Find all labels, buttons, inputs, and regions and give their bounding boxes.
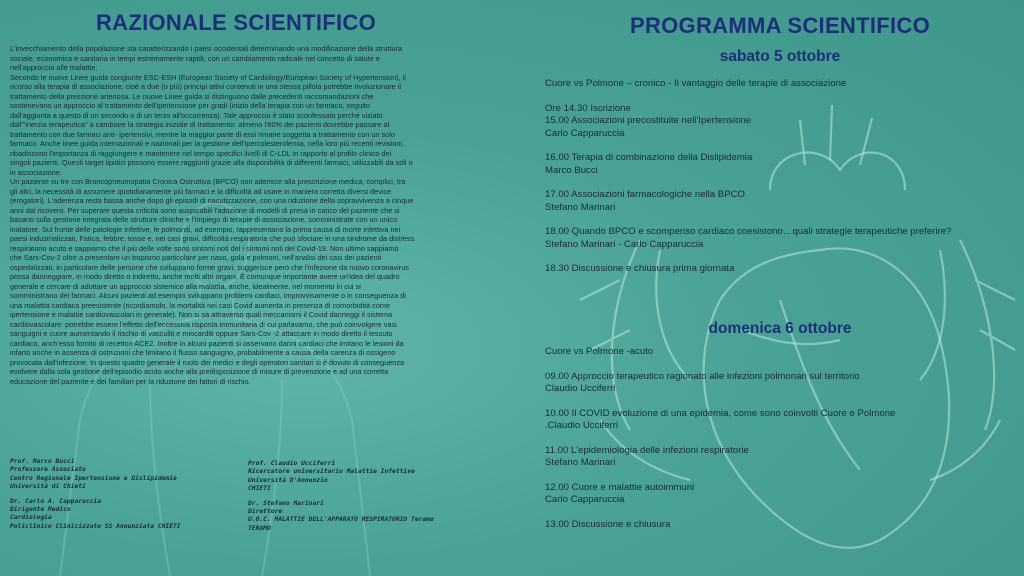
rationale-title: RAZIONALE SCIENTIFICO bbox=[95, 10, 377, 35]
author-marinari: Dr. Stefano Marinari Direttore U.O.C. MALATTIE DELL'APPARATO RESPIRATORIO Teramo TERAMO bbox=[248, 499, 434, 532]
program-item: 18.30 Discussione e chiusura prima giornata bbox=[545, 263, 735, 274]
program-title: PROGRAMMA SCIENTIFICO bbox=[629, 13, 931, 38]
program-item: Ore 14.30 Iscrizione 15.00 Associazioni precostituite nell'Ipertensione Carlo Capparuccia bbox=[545, 102, 752, 139]
program-item: 10.00 Il COVID evoluzione di una epidemia, come sono coinvolti Cuore e Polmone .Claudio Ucciferri bbox=[545, 407, 896, 431]
author-capparuccia: Dr. Carlo A. Capparuccia Dirigente Medico Cardiologia Policlinico Clinicizzato SS Annunziata CHIETI bbox=[10, 497, 181, 530]
program-item: 11.00 L'epidemiologia delle infezioni respiratorie Stefano Marinari bbox=[545, 444, 749, 468]
day2-title: domenica 6 ottobre bbox=[708, 320, 852, 337]
program-item: 12.00 Cuore e malattie autoimmuni Carlo Capparuccia bbox=[545, 481, 695, 505]
day1-title: sabato 5 ottobre bbox=[719, 48, 841, 65]
day1-program bbox=[545, 78, 1015, 276]
day1-theme: Cuore vs Polmone – cronico - Il vantaggio delle terapie di associazione bbox=[545, 78, 847, 89]
authors-column-right bbox=[248, 460, 434, 539]
rationale-text: L'invecchiamento della popolazione sta caratterizzando i paesi occidentali determinando una modificazione della struttura sociale, economica e sanitaria in tempi estremamente rapidi, con un cambiamento radicale nel concetto di salute e nell'approccio alle malattie. Secondo le nuove Linee guida congiunte ESC-ESH (European Society of Cardiology/European Society of Hypertension), il ricorso alla terapia di associazione, cioè a due (o più) principi attivi contenuti in una stessa pillola potrebbe rivoluzionare il trattamento della pressione arteriosa. Le nuove Linee guida si distinguono dalle precedenti raccomandazioni che sostenevano un approccio al trattamento dell'ipertensione per gradi (inizio della terapia con un farmaco, seguito dall'aggiunta a questo di un secondo o di un terzo all'occorrenza). Tale approccio è stato sconfessato perché viziato dall'"inerzia terapeutica" a cambiare la strategia iniziale di trattamento: almeno l'80% dei pazienti dovrebbe passare al trattamento con due farmaci anti- ipertensivi, mentre la maggior parte di essi rimane soggetta a trattamento con un solo farmaco. Anche linee guida internazionali e nazionali per la gestione dell'ipercolesterolemia, nella loro più recenti revisioni, ribadiscono l'importanza di raggiungere e mantenere nel tempo specifici livelli di C-LDL in rapporto al profilo clinico dei singoli pazienti. Questi target lipidici possono essere raggiunti grazie alla disponibilità di differenti farmaci, utilizzabili da soli o in associazione. Un paziente su tre con Broncopneumopatia Cronica Ostruttiva (BPCO) non aderisce alla prescrizione medica, complici, tra gli altri, la necessità di assumere quotidianamente più farmaci e la difficoltà ad usare in maniera corretta diversi device (erogatori). L'aderenza resta bassa anche dopo gli episodi di riacutizzazione, con una riduzione della sopravvivenza a cinque anni dal ricovero. Per superare questa criticità sono auspicabili l'adozione di modelli di presa in carico del paziente che si basano sulla gestione integrata delle strutture cliniche e l'impiego di terapie di associazione, somministrate con un unico inalatore. Sul fronte delle patologie infettive, le polmoniti, ad esempio, rappresentano la prima causa di morte infettiva nei paesi industrializzati, Fatica, febbre, tosse e, nei casi gravi, difficoltà respiratoria che può sfociare in una sindrome da distress respiratorio acuto e sappiamo che il più delle volte sono sintomi noti del i sintomi noti del Covid-19. Non ultimo sappiamo che Sars-Cov-2 oltre a presentare un tropismo particolare per naso, gola e polmoni, nell'analisi dei casi dei pazienti ospedalizzati, in particolare delle persone che sviluppano forme gravi, suggerisce però che l'infezione da nuovo coronavirus possa danneggiare, in modo diretto o indiretto, anche molti altri organi. È comunque importante avere un'idea del quadro generale e cercare di adottare un approccio sistemico alla malattia, anche, idealmente, nel momento in cui si somministrano dei farmaci. Alcuni pazienti ad esempio sviluppano problemi cardiaci, improvvisamente o in conseguenza di una malattia cardiaca preesistente (ricordiamolo, la mortalità nei casi Covid aumenta in presenza di comorbidità come ipertensione e malattie cardiovascolari in generale). Non si sa attraverso quali meccanismi il Covid danneggi il sistema cardiovascolare: potrebbe essere l'effetto dell'eccessiva risposta immunitaria di cui parlavamo, che può coinvolgere vasi sanguigni e cuore aumentando il rischio di vasculiti e miocarditi oppure Sars-Cov -2 attaccare in modo diretto il tessuto cardiaco, anch'esso fornito di recettori ACE2. Inoltre in alcuni pazienti si osservano danni cardiaci che imitano le lesioni da infarto anche in assenza di ostruzioni che limitano il flusso sanguigno, probabilmente a causa della carenza di ossigeno provocata dall'infezione. In questo quadro generale il ruolo dei medici e degli operatori sanitari si è dovuto di conseguenza evolvere dalla sola gestione dell'episodio acuto anche alla predisposizione di misure di prevenzione e ad una corretta educazione del paziente e dei familiari per la riduzione dei fattori di rischio. bbox=[10, 44, 415, 386]
program-item: 09.00 Approccio terapeutico ragionato alle infezioni polmonari sul territorio Claudio Ucciferri bbox=[545, 370, 860, 394]
rationale-column bbox=[10, 0, 442, 576]
program-item: 16.00 Terapia di combinazione della Dislipidemia Marco Bucci bbox=[545, 152, 753, 176]
authors-column-left bbox=[10, 458, 181, 537]
author-ucciferri: Prof. Claudio Ucciferri Ricercatore universitario Malattie Infettive Università D'Annunzio CHIETI bbox=[248, 460, 415, 493]
program-item: 13.00 Discussione e chiusura bbox=[545, 518, 671, 530]
program-column bbox=[545, 0, 1015, 576]
day2-program bbox=[545, 346, 1015, 531]
program-item: 17.00 Associazioni farmacologiche nella BPCO Stefano Marinari bbox=[545, 189, 745, 213]
program-item: 18.00 Quando BPCO e scompenso cardiaco coesistono…quali strategie terapeutiche preferire? Stefano Marinari - Carlo Capparuccia bbox=[545, 226, 952, 250]
authors-section bbox=[10, 458, 442, 558]
day2-theme: Cuore vs Polmone -acuto bbox=[545, 346, 654, 357]
author-bucci: Prof. Marco Bucci Professore Associato Centro Regionale Ipertensione e Dislipidemie Università di Chieti bbox=[10, 458, 177, 491]
day2-header bbox=[545, 320, 1015, 338]
